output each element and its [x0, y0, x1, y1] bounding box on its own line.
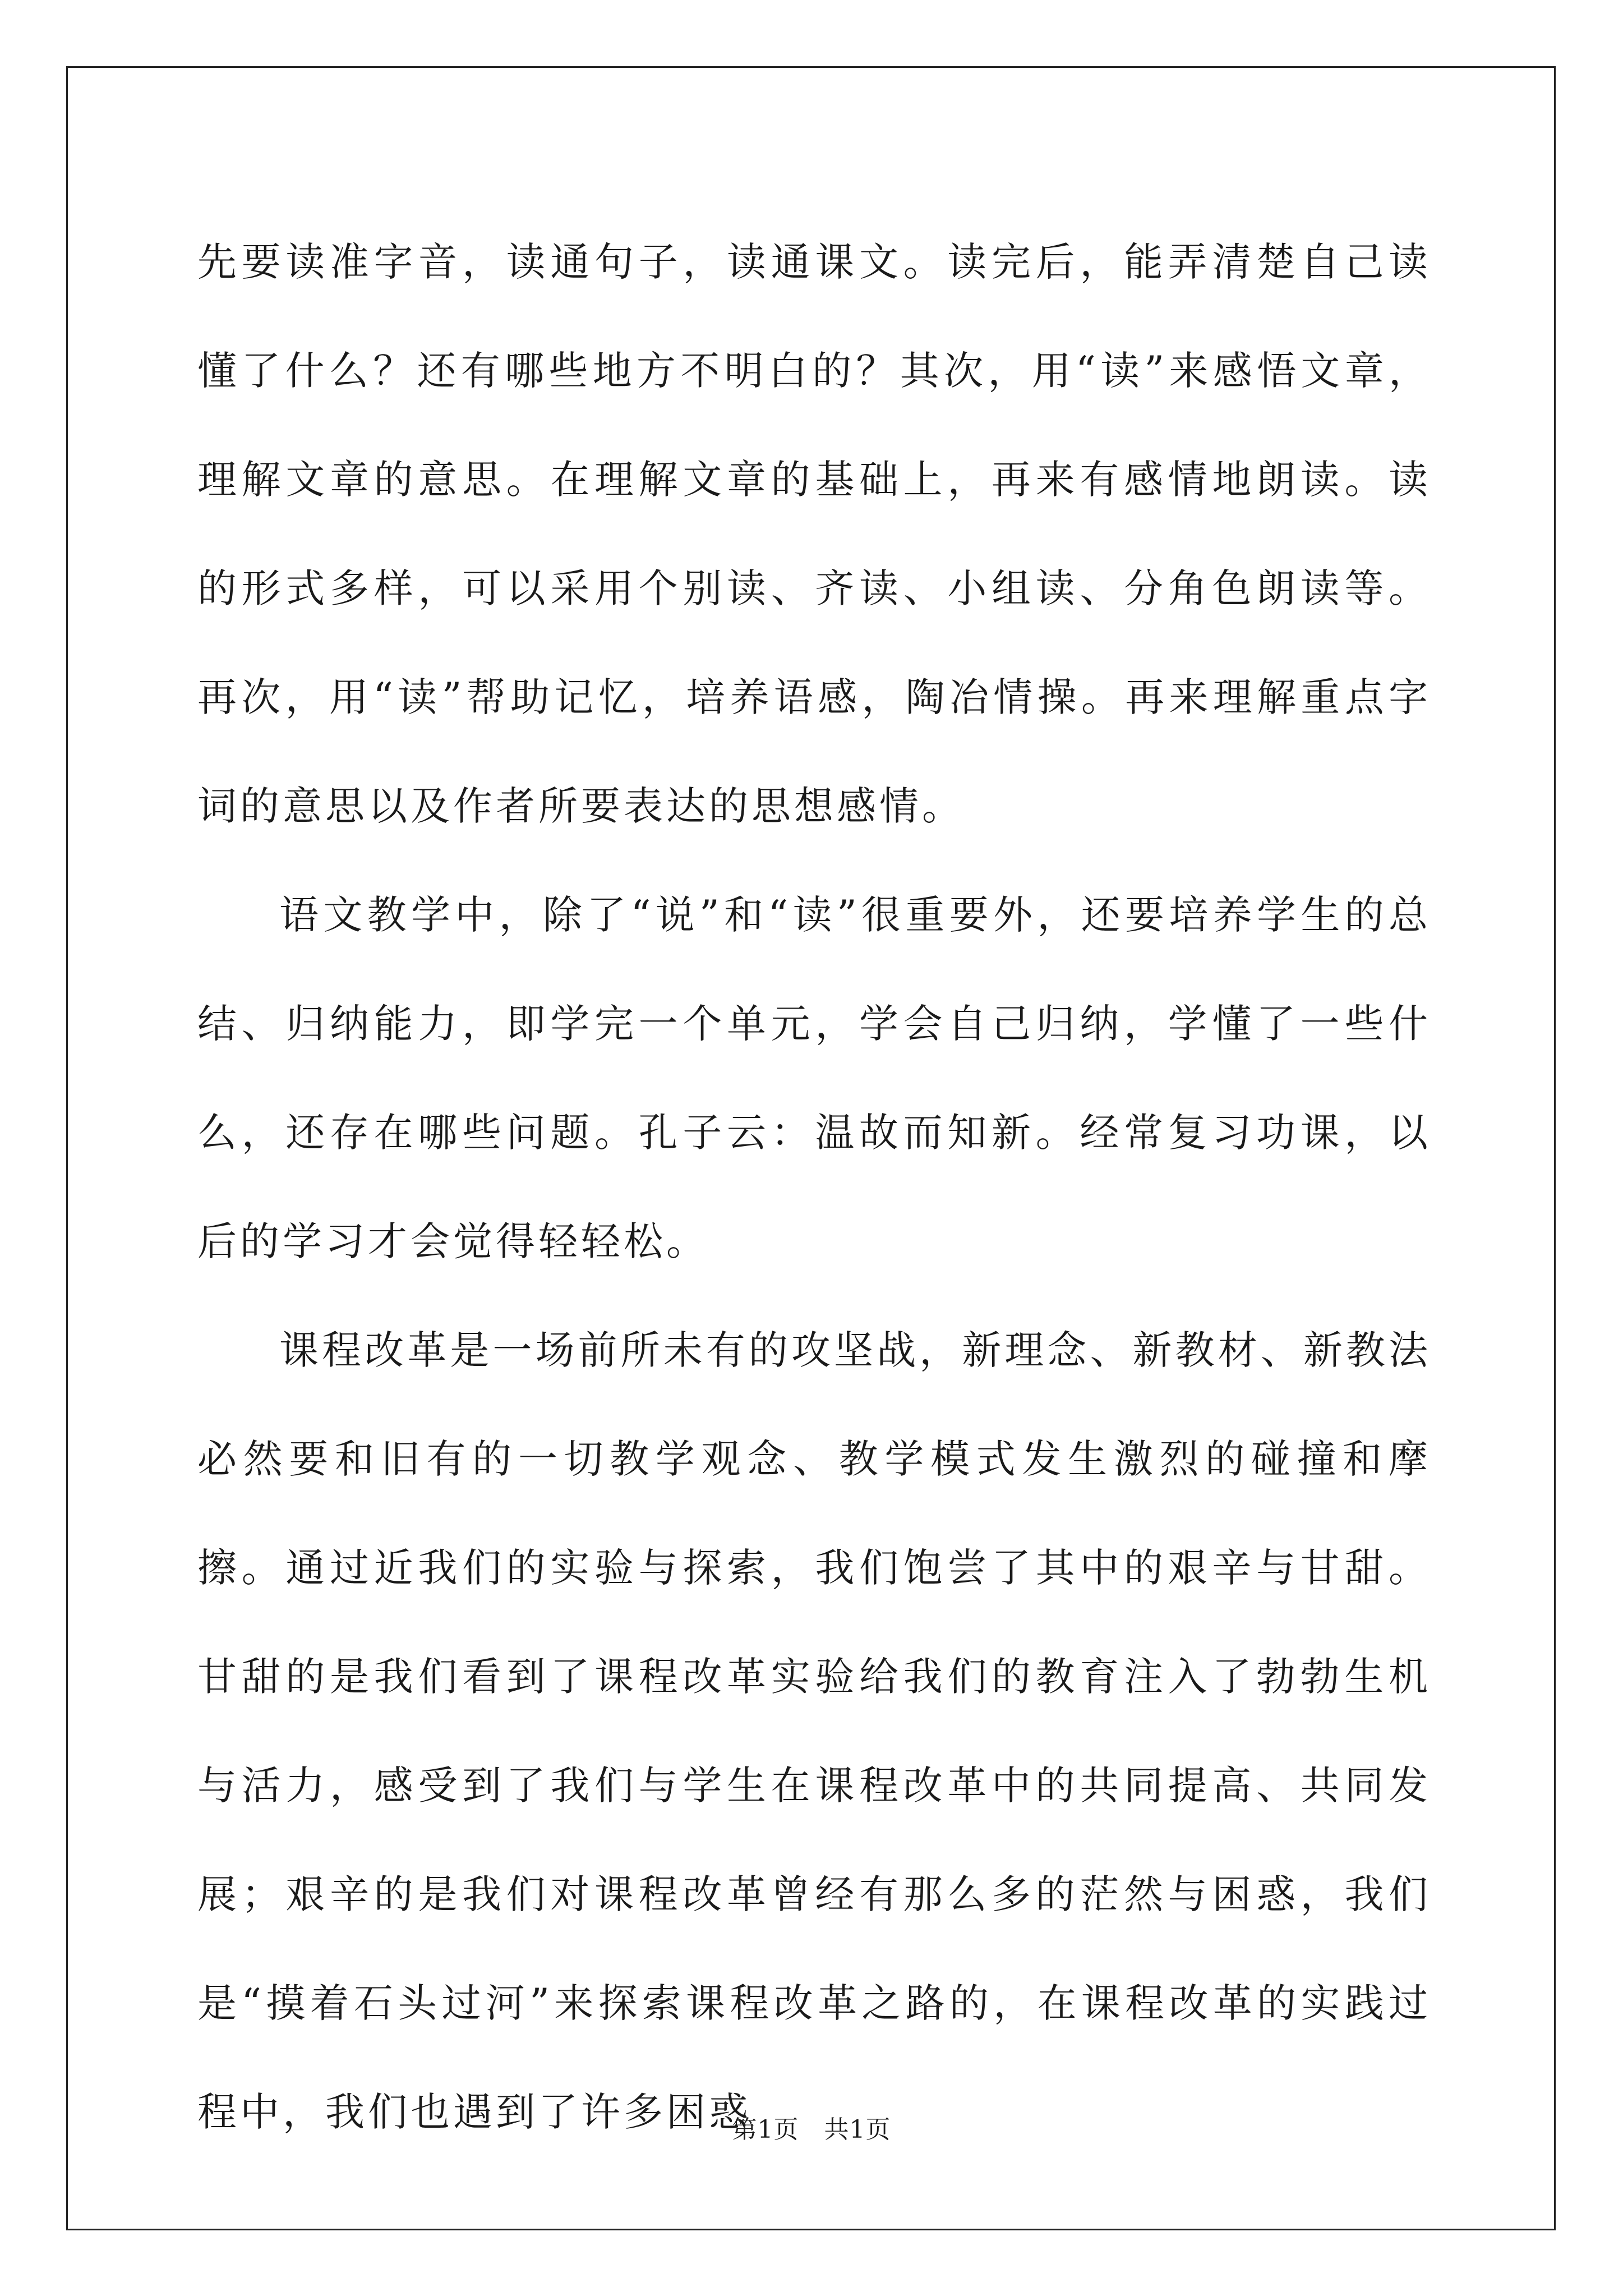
footer-spacer — [799, 2115, 824, 2144]
page-footer — [0, 2109, 1623, 2145]
paragraph-3: 课程改革是一场前所未有的攻坚战，新理念、新教材、新教法必然要和旧有的一切教学观念、教学模式发生激烈的碰撞和摩擦。通过近我们的实验与探索，我们饱尝了其中的艰辛与甘甜。甘甜的是我们看到了课程改革实验给我们的教育注入了勃勃生机与活力，感受到了我们与学生在课程改革中的共同提高、共同发展；艰辛的是我们对课程改革曾经有那么多的茫然与困惑，我们是“摸着石头过河”来探索课程改革之路的，在课程改革的实践过程中，我们也遇到了许多困惑 — [197, 1327, 1431, 2135]
paragraph-2: 语文教学中，除了“说”和“读”很重要外，还要培养学生的总结、归纳能力，即学完一个单元，学会自己归纳，学懂了一些什么，还存在哪些问题。孔子云：温故而知新。经常复习功课，以后的学习才会觉得轻轻松。 — [197, 892, 1431, 1264]
page-total-label: 共1页 — [824, 2115, 891, 2144]
document-body — [197, 208, 1431, 2166]
page-current-label: 第1页 — [732, 2115, 799, 2144]
paragraph-1: 先要读准字音，读通句子，读通课文。读完后，能弄清楚自己读懂了什么？还有哪些地方不明白的？其次，用“读”来感悟文章，理解文章的意思。在理解文章的基础上，再来有感情地朗读。读的形式多样，可以采用个别读、齐读、小组读、分角色朗读等。再次，用“读”帮助记忆，培养语感，陶冶情操。再来理解重点字词的意思以及作者所要表达的思想感情。 — [197, 239, 1431, 829]
